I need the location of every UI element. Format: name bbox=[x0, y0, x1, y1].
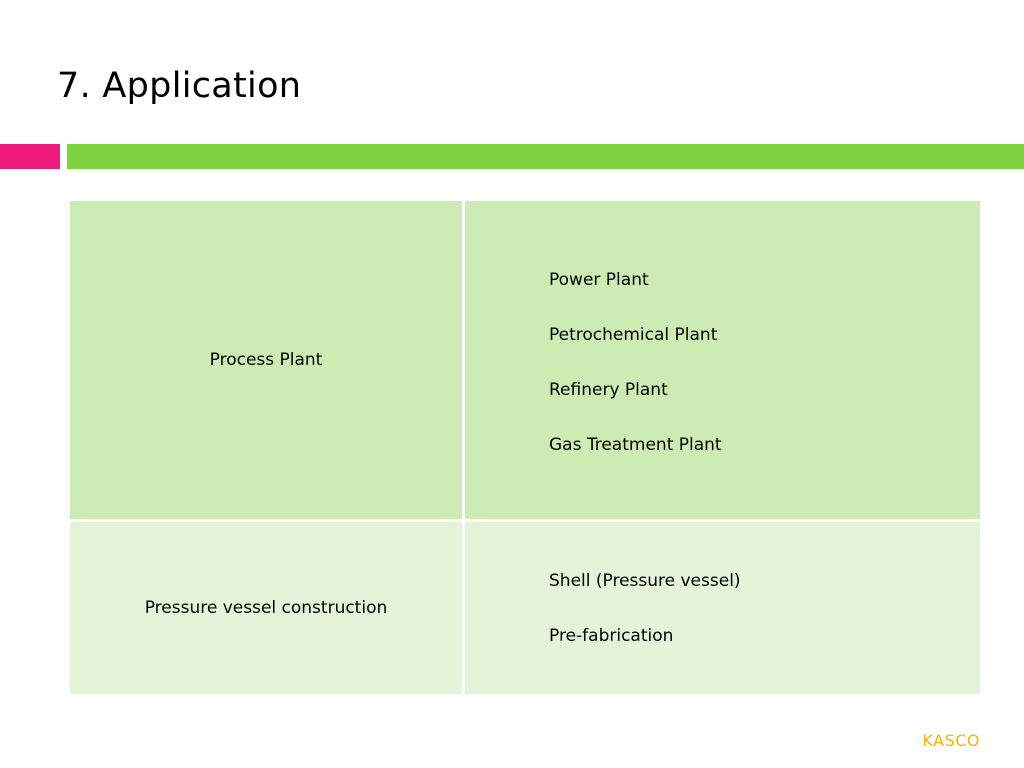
accent-bar-green bbox=[67, 144, 1024, 169]
table-cell-items bbox=[465, 201, 980, 519]
table-cell-category bbox=[70, 201, 462, 519]
list-item: Petrochemical Plant bbox=[549, 325, 718, 345]
list-item: Refinery Plant bbox=[549, 380, 668, 400]
list-item: Shell (Pressure vessel) bbox=[549, 571, 741, 591]
list-item: Pre-fabrication bbox=[549, 626, 674, 646]
table-cell-items bbox=[465, 522, 980, 694]
list-item: Gas Treatment Plant bbox=[549, 435, 722, 455]
category-label: Pressure vessel construction bbox=[144, 598, 388, 618]
accent-bar-pink bbox=[0, 144, 60, 169]
table-cell-category bbox=[70, 522, 462, 694]
application-table bbox=[68, 199, 982, 696]
item-list bbox=[549, 268, 722, 488]
list-item: Power Plant bbox=[549, 270, 649, 290]
category-label: Process Plant bbox=[209, 350, 323, 370]
footer-brand: KASCO bbox=[922, 731, 980, 750]
item-list bbox=[549, 569, 741, 679]
slide-title: 7. Application bbox=[57, 66, 302, 106]
